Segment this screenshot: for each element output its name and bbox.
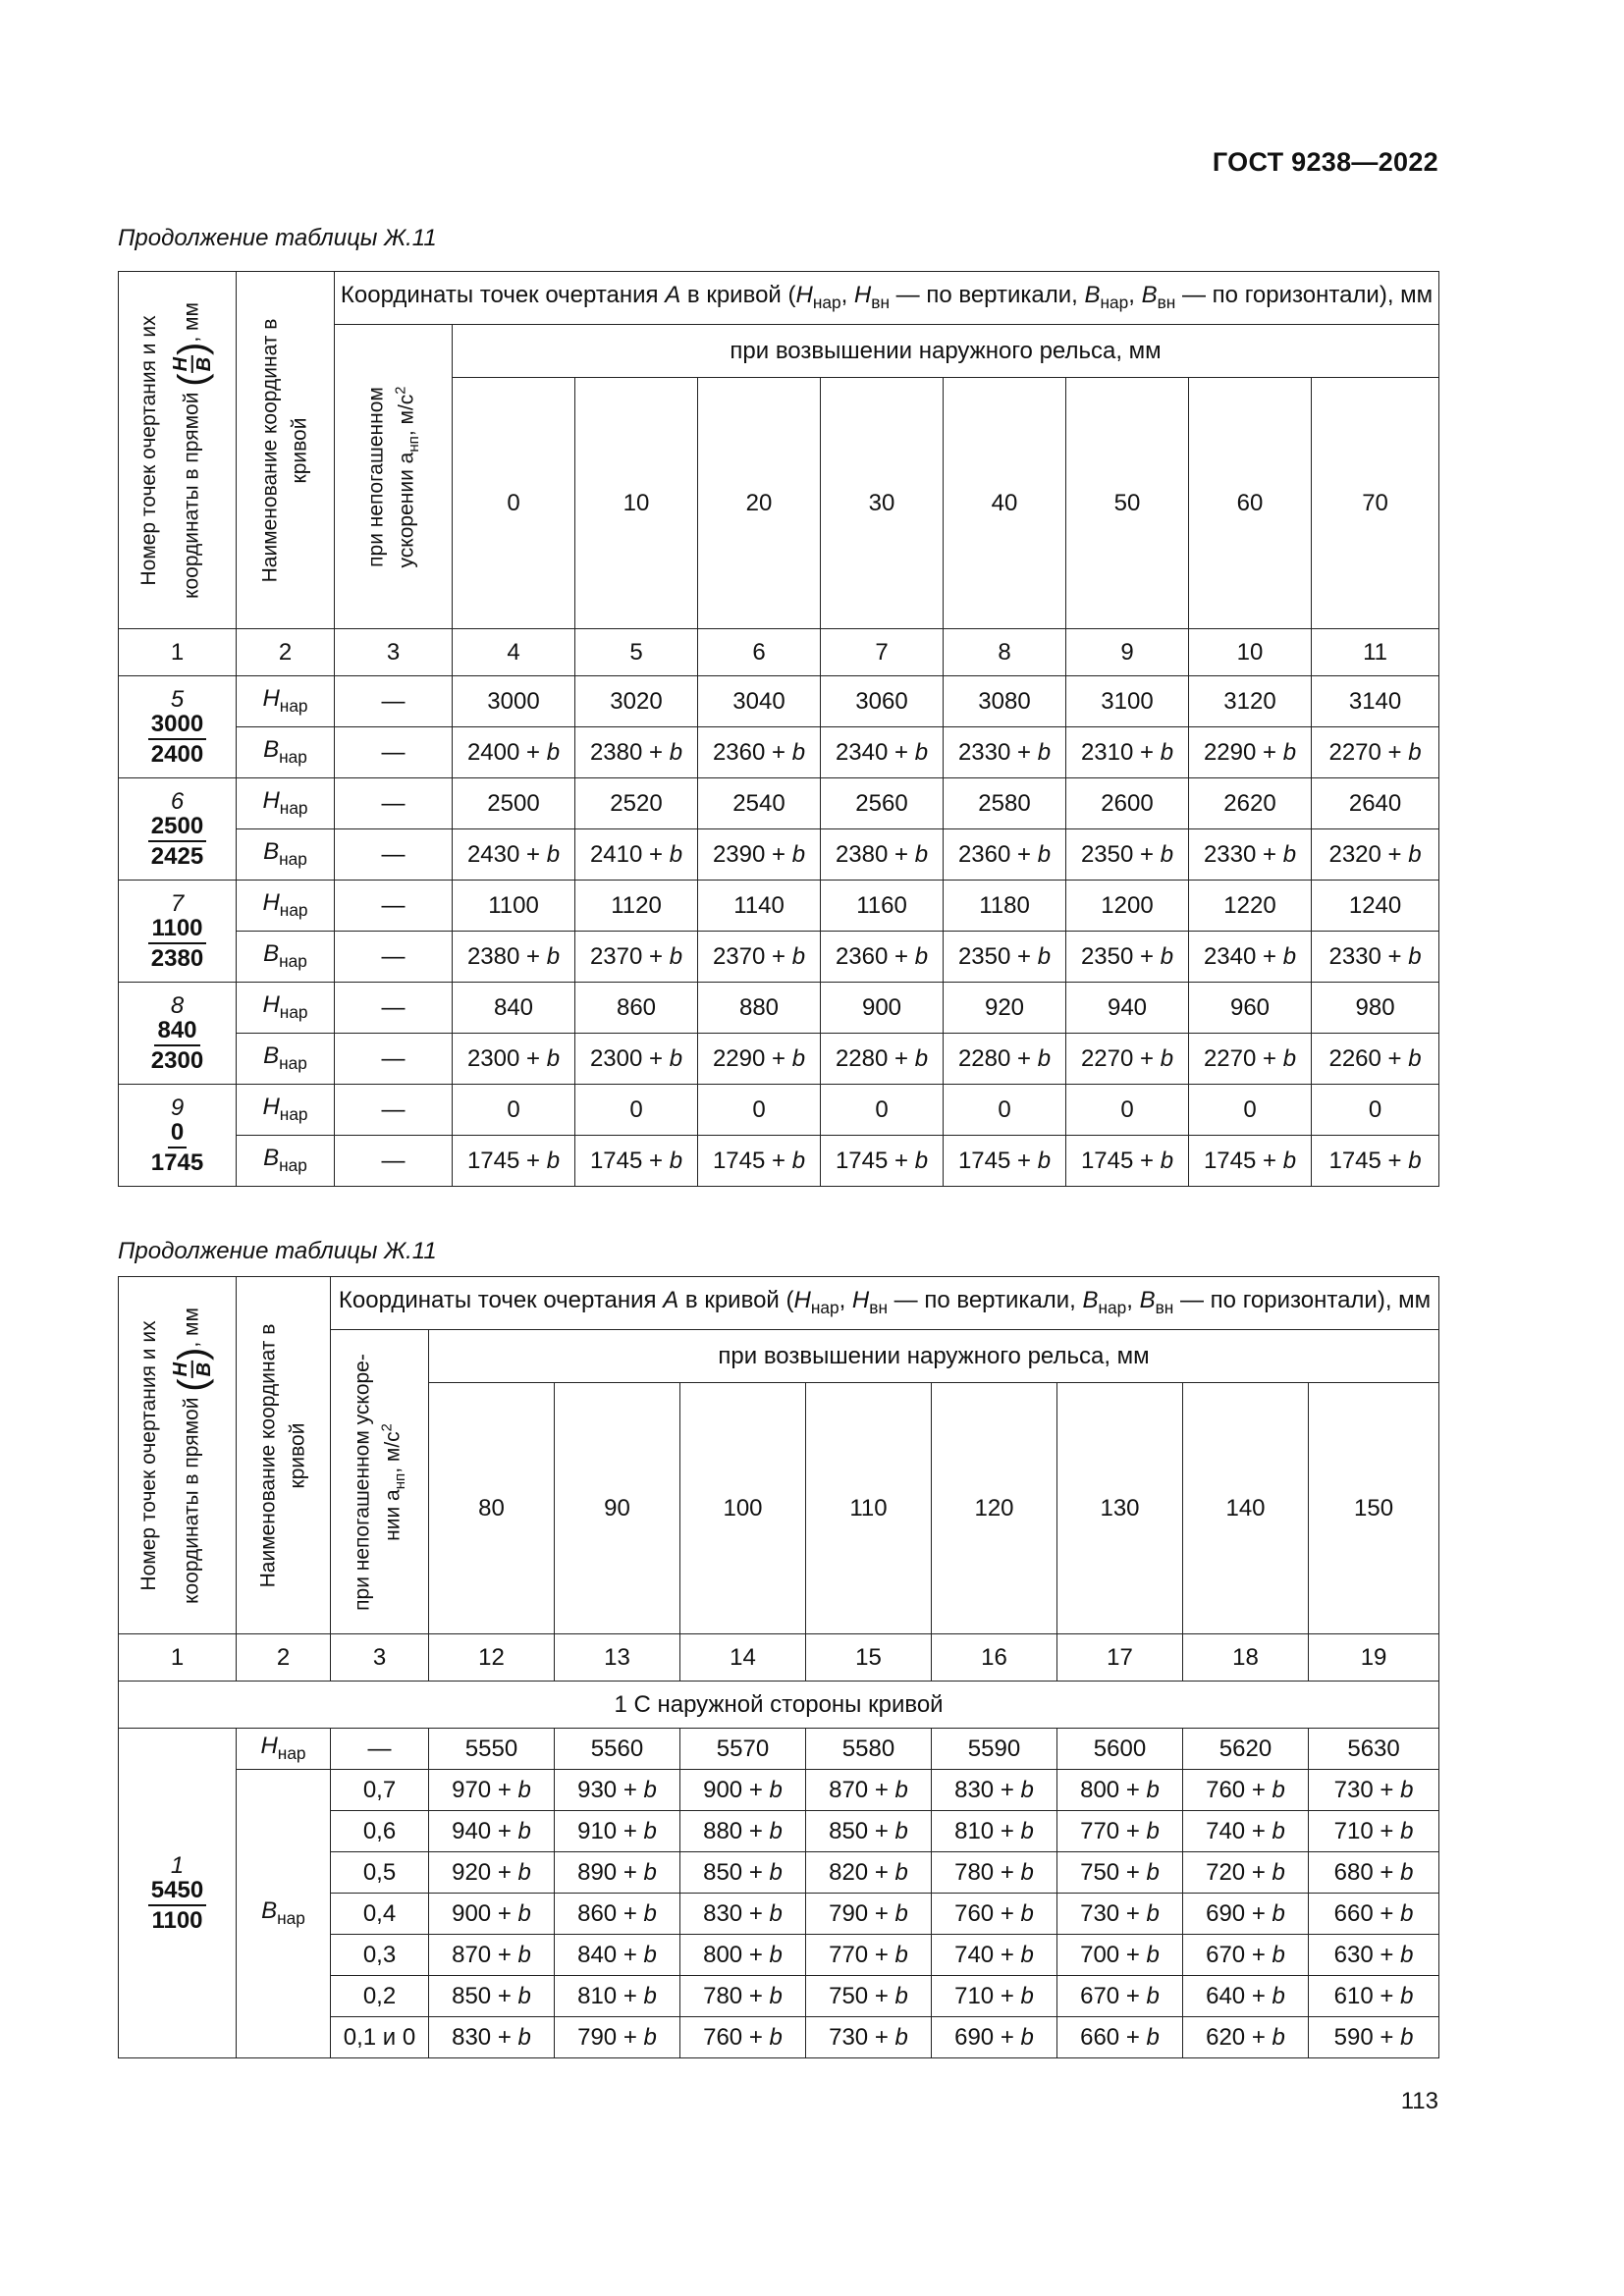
column-index: 14 — [680, 1634, 806, 1682]
point-width: 2400 — [150, 740, 204, 768]
header-point-number: Номер точек очертания и их координаты в прямой ( H B ), мм — [119, 1277, 237, 1634]
value-cell: 5620 — [1183, 1729, 1309, 1770]
value-cell: 810 + b — [555, 1976, 680, 2017]
rise-value: 120 — [932, 1383, 1057, 1634]
acceleration-cell: 0,4 — [331, 1894, 429, 1935]
coordinate-name-b: $B_{нар}$ — [237, 1034, 335, 1085]
value-cell: 2270 + b — [1312, 727, 1439, 778]
value-cell: 5630 — [1309, 1729, 1439, 1770]
acceleration-cell: — — [335, 881, 453, 932]
point-number: 5 — [170, 686, 185, 714]
header-rail-elevation: при возвышении наружного рельса, мм — [453, 325, 1439, 378]
value-cell: 5590 — [932, 1729, 1057, 1770]
column-index: 19 — [1309, 1634, 1439, 1682]
acceleration-cell: 0,7 — [331, 1770, 429, 1811]
value-cell: 2340 + b — [821, 727, 944, 778]
column-index: 3 — [331, 1634, 429, 1682]
coordinates-table-1 — [118, 271, 1439, 1187]
column-index: 12 — [429, 1634, 555, 1682]
column-index: 1 — [119, 629, 237, 676]
value-cell: 660 + b — [1057, 2017, 1183, 2058]
value-cell: 860 + b — [555, 1894, 680, 1935]
value-cell: 2350 + b — [1066, 829, 1189, 881]
value-cell: 1745 + b — [1066, 1136, 1189, 1187]
value-cell: 1220 — [1189, 881, 1312, 932]
value-cell: 1745 + b — [453, 1136, 575, 1187]
value-cell: 2270 + b — [1066, 1034, 1189, 1085]
value-cell: 2350 + b — [944, 932, 1066, 983]
value-cell: 3140 — [1312, 676, 1439, 727]
value-cell: 760 + b — [1183, 1770, 1309, 1811]
value-cell: 890 + b — [555, 1852, 680, 1894]
header-rail-elevation: при возвышении наружного рельса, мм — [429, 1330, 1439, 1383]
column-index: 4 — [453, 629, 575, 676]
page-number: 113 — [1400, 2088, 1438, 2114]
value-cell: 2300 + b — [575, 1034, 698, 1085]
value-cell: 870 + b — [429, 1935, 555, 1976]
value-cell: 1180 — [944, 881, 1066, 932]
header-coordinates: Координаты точек очертания А в кривой ($H_{нар}$, $H_{вн}$ — по вертикали, $B_{нар}$, $B_{вн}$ — по горизонтали), мм — [335, 272, 1439, 325]
column-index: 2 — [237, 629, 335, 676]
value-cell: 930 + b — [555, 1770, 680, 1811]
point-height: 3000 — [148, 712, 206, 739]
value-cell: 850 + b — [429, 1976, 555, 2017]
value-cell: 670 + b — [1183, 1935, 1309, 1976]
value-cell: 850 + b — [680, 1852, 806, 1894]
table-row — [119, 1729, 1439, 1770]
value-cell: 730 + b — [806, 2017, 932, 2058]
point-width: 1100 — [151, 1906, 203, 1934]
value-cell: 820 + b — [806, 1852, 932, 1894]
value-cell: 3020 — [575, 676, 698, 727]
value-cell: 0 — [575, 1085, 698, 1136]
acceleration-cell: 0,5 — [331, 1852, 429, 1894]
point-cell — [119, 778, 237, 881]
table-row — [119, 829, 1439, 881]
column-index-row — [119, 629, 1439, 676]
point-width: 1745 — [150, 1148, 204, 1176]
rise-value: 100 — [680, 1383, 806, 1634]
value-cell: 1240 — [1312, 881, 1439, 932]
coordinate-name-b: $B_{нар}$ — [237, 1136, 335, 1187]
document-code: ГОСТ 9238—2022 — [1212, 147, 1438, 177]
value-cell: 2260 + b — [1312, 1034, 1439, 1085]
value-cell: 2360 + b — [698, 727, 821, 778]
value-cell: 2280 + b — [944, 1034, 1066, 1085]
value-cell: 2320 + b — [1312, 829, 1439, 881]
rise-value: 140 — [1183, 1383, 1309, 1634]
value-cell: 850 + b — [806, 1811, 932, 1852]
coordinates-table-2 — [118, 1276, 1439, 2058]
column-index: 5 — [575, 629, 698, 676]
value-cell: 780 + b — [680, 1976, 806, 2017]
value-cell: 1160 — [821, 881, 944, 932]
value-cell: 790 + b — [806, 1894, 932, 1935]
point-cell — [119, 983, 237, 1085]
value-cell: 770 + b — [1057, 1811, 1183, 1852]
acceleration-cell: — — [335, 983, 453, 1034]
rise-value: 110 — [806, 1383, 932, 1634]
acceleration-cell: — — [335, 932, 453, 983]
value-cell: 610 + b — [1309, 1976, 1439, 2017]
value-cell: 780 + b — [932, 1852, 1057, 1894]
rise-value: 30 — [821, 378, 944, 629]
value-cell: 2540 — [698, 778, 821, 829]
value-cell: 2600 — [1066, 778, 1189, 829]
table-caption: Продолжение таблицы Ж.11 — [118, 1238, 437, 1264]
value-cell: 1100 — [453, 881, 575, 932]
rise-value: 60 — [1189, 378, 1312, 629]
value-cell: 2520 — [575, 778, 698, 829]
header-coordinate-name: Наименование координат в кривой — [237, 1277, 331, 1634]
value-cell: 770 + b — [806, 1935, 932, 1976]
value-cell: 940 + b — [429, 1811, 555, 1852]
header-acceleration: при непогашенном ускоре- нии $a_{нп}$, $м/с^2$ — [331, 1330, 429, 1634]
value-cell: 840 — [453, 983, 575, 1034]
value-cell: 840 + b — [555, 1935, 680, 1976]
coordinate-name-h: $H_{нар}$ — [237, 1085, 335, 1136]
rise-value: 90 — [555, 1383, 680, 1634]
value-cell: 2290 + b — [698, 1034, 821, 1085]
value-cell: 630 + b — [1309, 1935, 1439, 1976]
rise-value: 130 — [1057, 1383, 1183, 1634]
column-index: 9 — [1066, 629, 1189, 676]
value-cell: 1745 + b — [575, 1136, 698, 1187]
value-cell: 760 + b — [680, 2017, 806, 2058]
column-index: 15 — [806, 1634, 932, 1682]
acceleration-cell: — — [331, 1729, 429, 1770]
column-index: 7 — [821, 629, 944, 676]
value-cell: 2310 + b — [1066, 727, 1189, 778]
value-cell: 720 + b — [1183, 1852, 1309, 1894]
value-cell: 910 + b — [555, 1811, 680, 1852]
column-index: 16 — [932, 1634, 1057, 1682]
value-cell: 960 — [1189, 983, 1312, 1034]
value-cell: 1200 — [1066, 881, 1189, 932]
table-row — [119, 778, 1439, 829]
value-cell: 2270 + b — [1189, 1034, 1312, 1085]
value-cell: 670 + b — [1057, 1976, 1183, 2017]
value-cell: 690 + b — [1183, 1894, 1309, 1935]
value-cell: 1745 + b — [821, 1136, 944, 1187]
column-index: 6 — [698, 629, 821, 676]
value-cell: 970 + b — [429, 1770, 555, 1811]
table-caption: Продолжение таблицы Ж.11 — [118, 225, 437, 251]
value-cell: 680 + b — [1309, 1852, 1439, 1894]
value-cell: 800 + b — [1057, 1770, 1183, 1811]
value-cell: 0 — [821, 1085, 944, 1136]
value-cell: 700 + b — [1057, 1935, 1183, 1976]
value-cell: 740 + b — [1183, 1811, 1309, 1852]
acceleration-cell: 0,6 — [331, 1811, 429, 1852]
value-cell: 740 + b — [932, 1935, 1057, 1976]
value-cell: 1745 + b — [1312, 1136, 1439, 1187]
coordinate-name-h: $H_{нар}$ — [237, 676, 335, 727]
value-cell: 2290 + b — [1189, 727, 1312, 778]
point-height: 0 — [168, 1120, 187, 1148]
value-cell: 2330 + b — [1189, 829, 1312, 881]
column-index: 18 — [1183, 1634, 1309, 1682]
coordinate-name-b: $B_{нар}$ — [237, 932, 335, 983]
value-cell: 0 — [944, 1085, 1066, 1136]
value-cell: 3080 — [944, 676, 1066, 727]
section-title: 1 С наружной стороны кривой — [119, 1682, 1439, 1729]
point-cell — [119, 1085, 237, 1187]
header-acceleration: при непогашенном ускорении $a_{нп}$, $м/с^2$ — [335, 325, 453, 629]
value-cell: 710 + b — [1309, 1811, 1439, 1852]
value-cell: 0 — [698, 1085, 821, 1136]
table-row — [119, 983, 1439, 1034]
value-cell: 1745 + b — [698, 1136, 821, 1187]
value-cell: 2620 — [1189, 778, 1312, 829]
column-index: 1 — [119, 1634, 237, 1682]
value-cell: 2410 + b — [575, 829, 698, 881]
point-width: 2380 — [150, 944, 204, 972]
coordinate-name-h: $H_{нар}$ — [237, 1729, 331, 1770]
table-row — [119, 727, 1439, 778]
acceleration-cell: — — [335, 1136, 453, 1187]
value-cell: 1140 — [698, 881, 821, 932]
rise-value: 50 — [1066, 378, 1189, 629]
value-cell: 2370 + b — [698, 932, 821, 983]
acceleration-cell: — — [335, 676, 453, 727]
point-width: 2300 — [150, 1046, 204, 1074]
value-cell: 660 + b — [1309, 1894, 1439, 1935]
value-cell: 640 + b — [1183, 1976, 1309, 2017]
value-cell: 0 — [1189, 1085, 1312, 1136]
point-number: 6 — [170, 788, 185, 816]
rise-value: 40 — [944, 378, 1066, 629]
point-cell — [119, 881, 237, 983]
acceleration-cell: — — [335, 727, 453, 778]
point-height: 2500 — [148, 814, 206, 841]
value-cell: 5560 — [555, 1729, 680, 1770]
column-index: 11 — [1312, 629, 1439, 676]
table-row — [119, 932, 1439, 983]
value-cell: 750 + b — [806, 1976, 932, 2017]
value-cell: 2560 — [821, 778, 944, 829]
column-index: 13 — [555, 1634, 680, 1682]
value-cell: 810 + b — [932, 1811, 1057, 1852]
value-cell: 3040 — [698, 676, 821, 727]
value-cell: 3060 — [821, 676, 944, 727]
acceleration-cell: — — [335, 778, 453, 829]
table-row — [119, 1034, 1439, 1085]
acceleration-cell: 0,1 и 0 — [331, 2017, 429, 2058]
value-cell: 2500 — [453, 778, 575, 829]
value-cell: 2330 + b — [944, 727, 1066, 778]
value-cell: 860 — [575, 983, 698, 1034]
table-2-body — [119, 1729, 1439, 2058]
value-cell: 5600 — [1057, 1729, 1183, 1770]
coordinate-name-h: $H_{нар}$ — [237, 881, 335, 932]
value-cell: 2580 — [944, 778, 1066, 829]
coordinate-name-b: $B_{нар}$ — [237, 829, 335, 881]
value-cell: 2300 + b — [453, 1034, 575, 1085]
value-cell: 1745 + b — [1189, 1136, 1312, 1187]
value-cell: 590 + b — [1309, 2017, 1439, 2058]
value-cell: 880 + b — [680, 1811, 806, 1852]
table-row — [119, 1085, 1439, 1136]
coordinate-name-h: $H_{нар}$ — [237, 983, 335, 1034]
point-number: 8 — [170, 992, 185, 1020]
value-cell: 710 + b — [932, 1976, 1057, 2017]
value-cell: 620 + b — [1183, 2017, 1309, 2058]
header-point-number: Номер точек очертания и их координаты в прямой ( H B ), мм — [119, 272, 237, 629]
value-cell: 2280 + b — [821, 1034, 944, 1085]
column-index: 17 — [1057, 1634, 1183, 1682]
point-number: 9 — [170, 1095, 185, 1122]
value-cell: 2640 — [1312, 778, 1439, 829]
value-cell: 2400 + b — [453, 727, 575, 778]
column-index: 3 — [335, 629, 453, 676]
value-cell: 5570 — [680, 1729, 806, 1770]
rise-value: 150 — [1309, 1383, 1439, 1634]
column-index-row — [119, 1634, 1439, 1682]
value-cell: 880 — [698, 983, 821, 1034]
value-cell: 5580 — [806, 1729, 932, 1770]
value-cell: 2360 + b — [821, 932, 944, 983]
coordinate-name-h: $H_{нар}$ — [237, 778, 335, 829]
value-cell: 2330 + b — [1312, 932, 1439, 983]
point-number: 7 — [170, 890, 185, 918]
value-cell: 730 + b — [1309, 1770, 1439, 1811]
acceleration-cell: — — [335, 829, 453, 881]
column-index: 10 — [1189, 629, 1312, 676]
value-cell: 3100 — [1066, 676, 1189, 727]
value-cell: 730 + b — [1057, 1894, 1183, 1935]
header-coordinates: Координаты точек очертания А в кривой ($H_{нар}$, $H_{вн}$ — по вертикали, $B_{нар}$, $B_{вн}$ — по горизонтали), мм — [331, 1277, 1439, 1330]
point-height: 5450 — [148, 1878, 206, 1905]
rise-value: 80 — [429, 1383, 555, 1634]
value-cell: 830 + b — [429, 2017, 555, 2058]
value-cell: 2350 + b — [1066, 932, 1189, 983]
value-cell: 920 + b — [429, 1852, 555, 1894]
value-cell: 0 — [453, 1085, 575, 1136]
table-row — [119, 881, 1439, 932]
value-cell: 750 + b — [1057, 1852, 1183, 1894]
point-cell — [119, 676, 237, 778]
rise-value: 70 — [1312, 378, 1439, 629]
value-cell: 1120 — [575, 881, 698, 932]
value-cell: 3000 — [453, 676, 575, 727]
value-cell: 760 + b — [932, 1894, 1057, 1935]
value-cell: 940 — [1066, 983, 1189, 1034]
value-cell: 2430 + b — [453, 829, 575, 881]
value-cell: 690 + b — [932, 2017, 1057, 2058]
value-cell: 830 + b — [932, 1770, 1057, 1811]
header-coordinate-name: Наименование координат в кривой — [237, 272, 335, 629]
value-cell: 900 + b — [680, 1770, 806, 1811]
rise-value: 10 — [575, 378, 698, 629]
point-height: 1100 — [148, 916, 205, 943]
value-cell: 2380 + b — [821, 829, 944, 881]
value-cell: 900 — [821, 983, 944, 1034]
value-cell: 0 — [1066, 1085, 1189, 1136]
value-cell: 920 — [944, 983, 1066, 1034]
acceleration-cell: — — [335, 1034, 453, 1085]
value-cell: 2380 + b — [575, 727, 698, 778]
value-cell: 3120 — [1189, 676, 1312, 727]
value-cell: 830 + b — [680, 1894, 806, 1935]
point-cell — [119, 1729, 237, 2058]
acceleration-cell: — — [335, 1085, 453, 1136]
coordinate-name-b: $B_{нар}$ — [237, 727, 335, 778]
value-cell: 900 + b — [429, 1894, 555, 1935]
point-height: 840 — [154, 1018, 199, 1045]
table-row — [119, 1770, 1439, 1811]
rise-value: 0 — [453, 378, 575, 629]
acceleration-cell: 0,3 — [331, 1935, 429, 1976]
coordinate-name-b: $B_{нар}$ — [237, 1770, 331, 2058]
point-width: 2425 — [150, 842, 204, 870]
value-cell: 800 + b — [680, 1935, 806, 1976]
column-index: 8 — [944, 629, 1066, 676]
value-cell: 980 — [1312, 983, 1439, 1034]
rise-value: 20 — [698, 378, 821, 629]
value-cell: 1745 + b — [944, 1136, 1066, 1187]
value-cell: 870 + b — [806, 1770, 932, 1811]
acceleration-cell: 0,2 — [331, 1976, 429, 2017]
value-cell: 2360 + b — [944, 829, 1066, 881]
value-cell: 2380 + b — [453, 932, 575, 983]
table-row — [119, 676, 1439, 727]
value-cell: 2340 + b — [1189, 932, 1312, 983]
point-number: 1 — [170, 1852, 185, 1880]
value-cell: 0 — [1312, 1085, 1439, 1136]
value-cell: 2370 + b — [575, 932, 698, 983]
table-row — [119, 1136, 1439, 1187]
table-1-body — [119, 676, 1439, 1187]
value-cell: 790 + b — [555, 2017, 680, 2058]
value-cell: 2390 + b — [698, 829, 821, 881]
column-index: 2 — [237, 1634, 331, 1682]
value-cell: 5550 — [429, 1729, 555, 1770]
